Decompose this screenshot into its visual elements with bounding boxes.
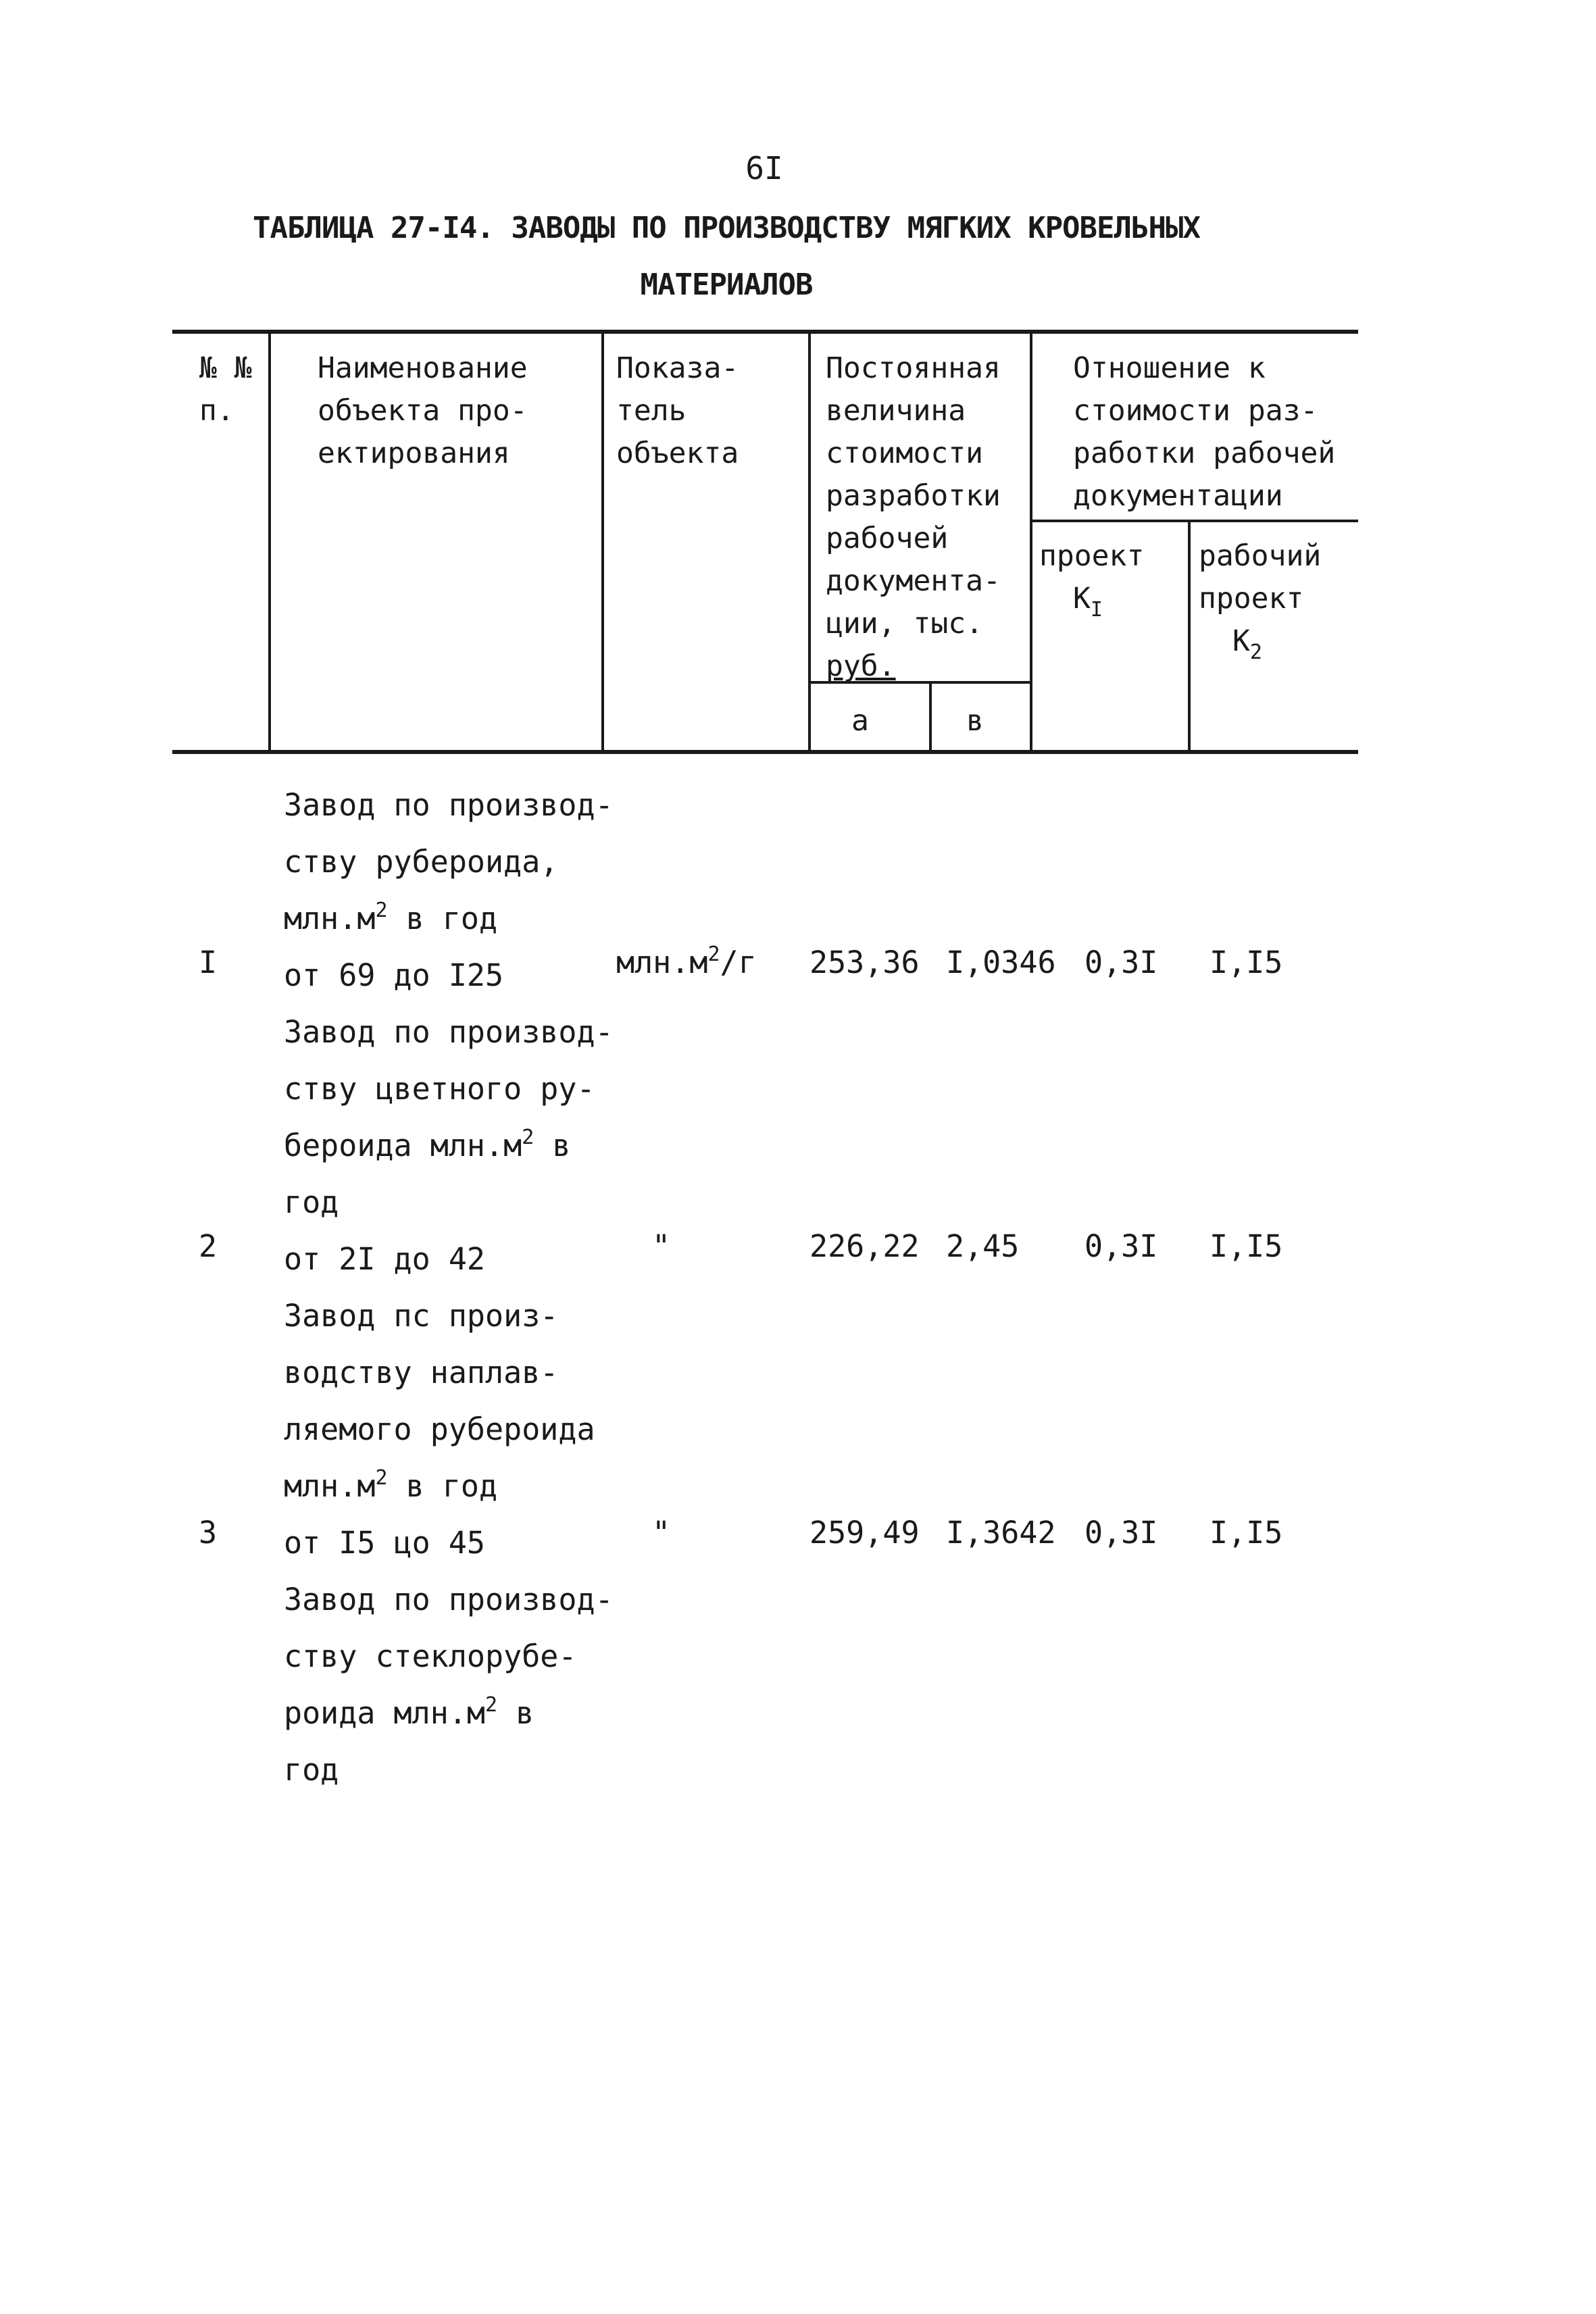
header-col-b: в <box>966 704 984 738</box>
unit-text: в <box>497 1695 534 1731</box>
header-constant-line: стоимости <box>826 436 983 470</box>
page-number: 6I <box>745 150 783 186</box>
description-line: ляемого рубероида <box>284 1411 595 1447</box>
row-2-value-a: 226,22 <box>809 1228 920 1264</box>
header-col-a: а <box>851 704 869 738</box>
divider-k1-k2 <box>1188 521 1191 750</box>
divider-constant-ratio <box>1030 334 1032 750</box>
header-ratio-line: работки рабочей <box>1073 436 1336 470</box>
row-3-value-b: I,3642 <box>946 1515 1056 1551</box>
header-ratio-line: стоимости раз- <box>1073 394 1318 428</box>
row-3-description <box>284 1288 595 1571</box>
description-line: ству цветного ру- <box>284 1071 595 1107</box>
unit-text: млн.м <box>284 1468 376 1504</box>
unit-superscript: 2 <box>707 942 720 966</box>
header-k2-symbol <box>1199 620 1321 665</box>
description-line: ству стеклорубе- <box>284 1638 577 1674</box>
row-3-value-a: 259,49 <box>809 1515 920 1551</box>
unit-text: /г <box>720 945 757 980</box>
header-name-line: ектирования <box>318 436 510 470</box>
row-2-unit-ditto: " <box>652 1228 671 1264</box>
header-constant-line: рабочей <box>826 522 949 555</box>
header-top-rule <box>172 330 1358 334</box>
unit-text: в год <box>387 1468 498 1504</box>
unit-text: в <box>534 1128 571 1163</box>
header-indicator-line: Показа- <box>616 351 739 385</box>
header-constant-line: ции, тыс. <box>826 607 983 640</box>
header-k1-symbol <box>1039 578 1144 623</box>
description-line <box>284 890 614 947</box>
unit-text: бероида млн.м <box>284 1128 522 1163</box>
header-name-line: Наименование <box>318 351 528 385</box>
k-letter: К <box>1232 624 1250 658</box>
description-line: от I5 цо 45 <box>284 1525 486 1561</box>
header-k1-label: проект <box>1039 539 1145 573</box>
header-num <box>199 347 252 432</box>
description-line: год <box>284 1184 339 1220</box>
header-constant-line: величина <box>826 394 966 428</box>
description-line: от 69 до I25 <box>284 957 504 993</box>
description-line: Завод пс произ- <box>284 1298 559 1334</box>
unit-text: млн.м <box>284 901 376 936</box>
header-indicator-line: тель <box>616 394 687 428</box>
row-3-k1: 0,3I <box>1084 1515 1158 1551</box>
header-ratio-line: документации <box>1073 479 1283 513</box>
header-constant <box>826 347 1001 688</box>
description-line: Завод по производ- <box>284 1582 614 1617</box>
row-2-k1: 0,3I <box>1084 1228 1158 1264</box>
description-line <box>284 1458 595 1515</box>
header-name-line: объекта про- <box>318 394 528 428</box>
divider-a-b <box>929 684 932 750</box>
divider-num-name <box>268 334 271 750</box>
header-num-line: п. <box>199 394 234 428</box>
row-3-num: 3 <box>199 1515 218 1551</box>
description-line: год <box>284 1752 339 1788</box>
row-1-unit <box>616 942 757 980</box>
unit-text: роида млн.м <box>284 1695 486 1731</box>
header-bottom-rule <box>172 750 1358 754</box>
row-1-num: I <box>199 945 218 980</box>
header-num-line: № № <box>199 351 252 385</box>
description-line: ству рубероида, <box>284 844 559 880</box>
header-constant-line: руб. <box>826 649 896 683</box>
unit-text: в год <box>387 901 498 936</box>
description-line: Завод по производ- <box>284 787 614 823</box>
row-1-k2: I,I5 <box>1210 945 1283 980</box>
description-line: Завод по производ- <box>284 1014 614 1050</box>
header-indicator <box>616 347 739 475</box>
row-1-description <box>284 777 614 1004</box>
header-name <box>318 347 528 475</box>
description-line: от 2I до 42 <box>284 1241 486 1277</box>
header-constant-line: разработки <box>826 479 1001 513</box>
unit-superscript: 2 <box>375 899 388 922</box>
unit-superscript: 2 <box>522 1126 534 1149</box>
table-title-line-2: МАТЕРИАЛОВ <box>640 268 813 302</box>
row-2-description <box>284 1004 614 1288</box>
table-title-line-1: ТАБЛИЦА 27-I4. ЗАВОДЫ ПО ПРОИЗВОДСТВУ МЯГКИХ КРОВЕЛЬНЫХ <box>253 211 1200 245</box>
header-ratio <box>1073 347 1335 518</box>
row-2-k2: I,I5 <box>1210 1228 1283 1264</box>
header-k1 <box>1039 535 1144 623</box>
divider-name-indicator <box>601 334 604 750</box>
header-constant-line: Постоянная <box>826 351 1001 385</box>
unit-superscript: 2 <box>485 1693 498 1717</box>
k-subscript: I <box>1090 598 1103 622</box>
row-2-num: 2 <box>199 1228 218 1264</box>
unit-text: млн.м <box>616 945 708 980</box>
header-ratio-line: Отношение к <box>1073 351 1266 385</box>
description-line <box>284 1117 614 1174</box>
description-line <box>284 1685 614 1742</box>
header-indicator-line: объекта <box>616 436 739 470</box>
row-2-value-b: 2,45 <box>946 1228 1020 1264</box>
row-1-k1: 0,3I <box>1084 945 1158 980</box>
k-letter: К <box>1073 582 1091 615</box>
k-subscript: 2 <box>1249 640 1262 664</box>
divider-indicator-constant <box>808 334 811 750</box>
row-3-k2: I,I5 <box>1210 1515 1283 1551</box>
description-line: водству наплав- <box>284 1355 559 1390</box>
row-1-value-b: I,0346 <box>946 945 1056 980</box>
header-k2-label: рабочий <box>1199 539 1322 573</box>
row-1-value-a: 253,36 <box>809 945 920 980</box>
header-k2 <box>1199 535 1321 665</box>
row-3-unit-ditto: " <box>652 1515 671 1551</box>
header-k2-label: проект <box>1199 582 1304 615</box>
rule-under-ratio <box>1030 520 1358 522</box>
unit-superscript: 2 <box>375 1466 388 1490</box>
header-constant-line: документа- <box>826 564 1001 598</box>
row-4-description <box>284 1571 614 1799</box>
